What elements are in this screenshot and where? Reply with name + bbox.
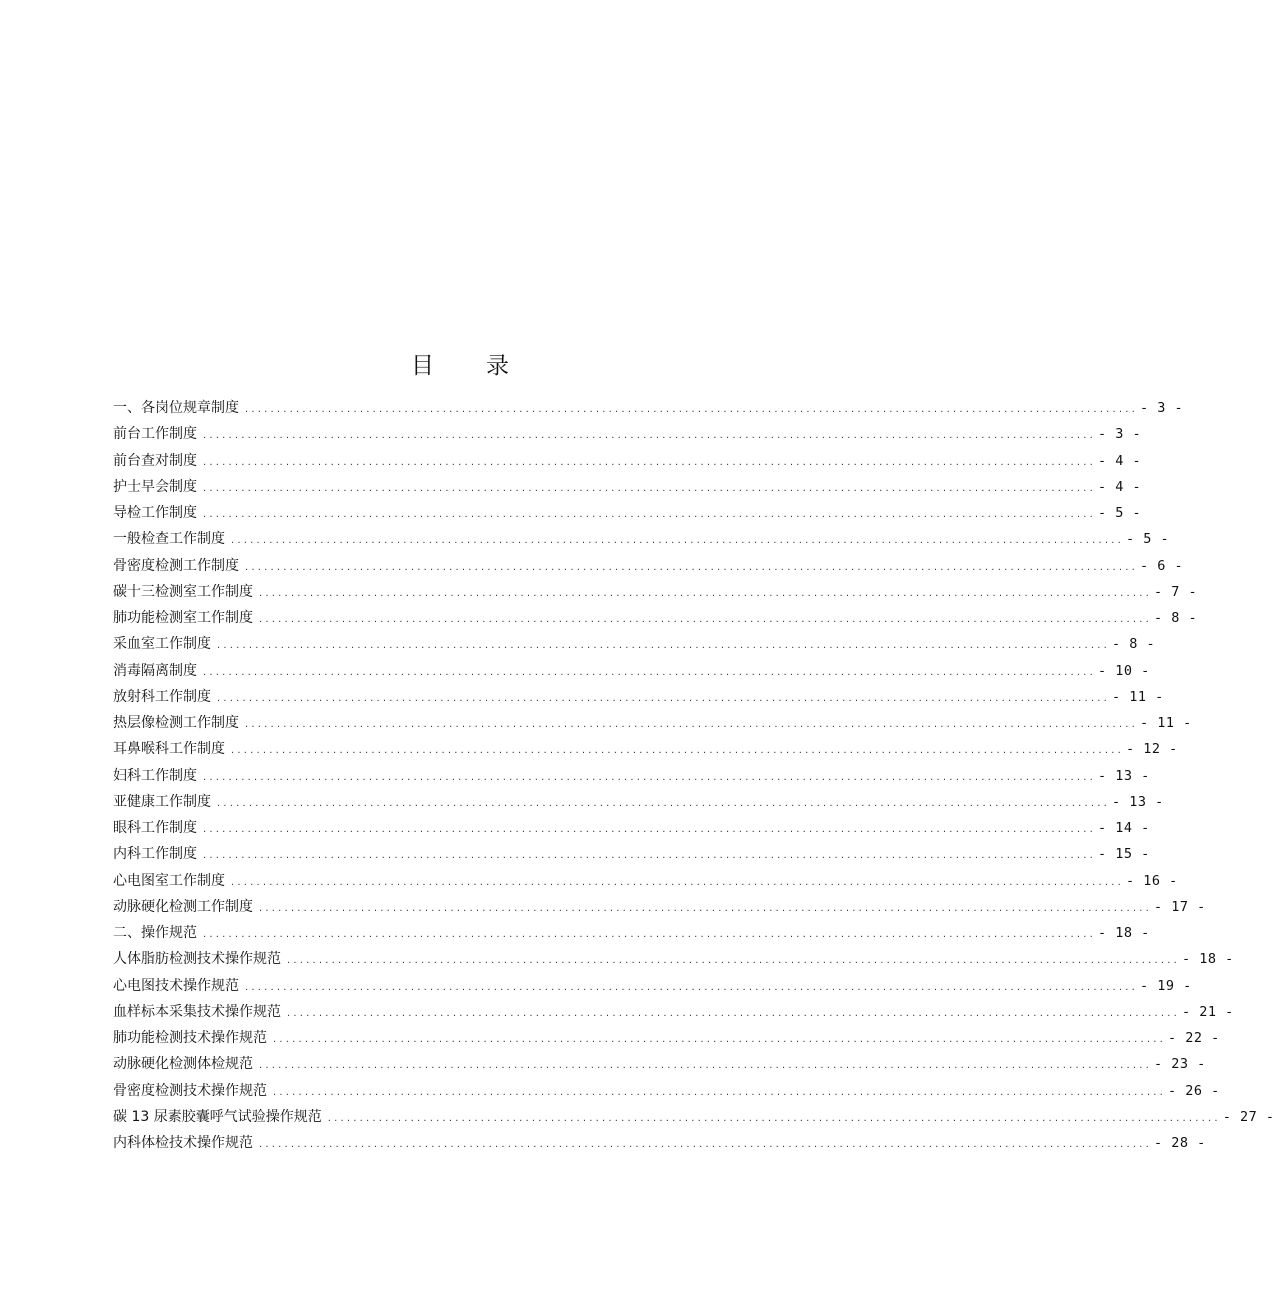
toc-entry-label: 护士早会制度 [113,478,197,495]
toc-entry-leader: ............................................................................................................................................ [287,1007,1181,1019]
toc-entry-leader: ............................................................................................................................................ [273,1086,1167,1098]
toc-entry-leader: ............................................................................................................................................ [259,1060,1153,1072]
toc-entry[interactable] [113,395,1184,421]
toc-entry-leader: ............................................................................................................................................ [259,1139,1153,1150]
toc-entry[interactable] [113,973,1192,999]
toc-entry-label: 妇科工作制度 [113,767,197,784]
toc-entry-leader: ............................................................................................................................................ [203,666,1097,678]
toc-entry-label: 内科体检技术操作规范 [113,1135,253,1151]
toc-entry[interactable] [113,1078,1220,1104]
toc-entry-page: - 15 - [1098,846,1150,863]
toc-entry-page: - 23 - [1154,1056,1206,1073]
toc-entry[interactable] [113,1104,1275,1130]
toc-entry-leader: ............................................................................................................................................ [245,719,1139,730]
toc-entry-page: - 17 - [1154,898,1206,915]
toc-entry-label: 采血室工作制度 [113,636,211,653]
toc-entry-page: - 18 - [1098,925,1150,941]
toc-entry-label: 骨密度检测技术操作规范 [113,1082,267,1099]
toc-entry-leader: ............................................................................................................................................ [259,587,1153,599]
toc-entry-page: - 7 - [1154,583,1198,600]
toc-entry-label: 血样标本采集技术操作规范 [113,1003,281,1020]
toc-entry-label: 耳鼻喉科工作制度 [113,741,225,758]
toc-entry-page: - 16 - [1126,872,1178,889]
toc-entry[interactable] [113,868,1178,894]
toc-entry-page: - 5 - [1098,505,1142,521]
toc-entry-page: - 11 - [1140,715,1192,731]
toc-entry-label: 心电图室工作制度 [113,872,225,889]
toc-entry-leader: ............................................................................................................................................ [245,981,1139,993]
toc-entry-leader: ............................................................................................................................................ [203,509,1097,520]
toc-entry[interactable] [113,448,1142,474]
toc-entry-page: - 3 - [1098,426,1142,443]
toc-entry-label: 碳十三检测室工作制度 [113,583,253,600]
toc-entry[interactable] [113,1130,1206,1156]
toc-entry-label: 一、各岗位规章制度 [113,400,239,416]
toc-entry-page: - 12 - [1126,741,1178,758]
toc-entry[interactable] [113,763,1150,789]
toc-entry-page: - 3 - [1140,400,1184,416]
toc-entry[interactable] [113,474,1142,500]
toc-entry-label: 消毒隔离制度 [113,662,197,679]
toc-entry-page: - 14 - [1098,820,1150,836]
toc-entry-label: 动脉硬化检测工作制度 [113,898,253,915]
toc-entry-leader: ............................................................................................................................................ [203,430,1097,442]
toc-entry-label: 眼科工作制度 [113,820,197,836]
toc-entry-page: - 26 - [1168,1082,1220,1099]
toc-entry[interactable] [113,841,1150,867]
toc-entry[interactable] [113,710,1192,736]
toc-entry-page: - 19 - [1140,977,1192,994]
toc-entry-leader: ............................................................................................................................................ [203,824,1097,835]
toc-entry-leader: ............................................................................................................................................ [273,1034,1167,1045]
toc-entry-leader: ............................................................................................................................................ [203,482,1097,494]
toc-entry-label: 前台查对制度 [113,452,197,469]
toc-entry-leader: ............................................................................................................................................ [245,404,1139,415]
toc-entry[interactable] [113,920,1150,946]
toc-entry-leader: ............................................................................................................................................ [327,1112,1221,1124]
toc-entry-page: - 8 - [1112,636,1156,653]
toc-entry-page: - 13 - [1112,793,1164,810]
toc-entry-leader: ............................................................................................................................................ [259,614,1153,625]
toc-entry[interactable] [113,999,1234,1025]
toc-entry[interactable] [113,789,1164,815]
toc-entry[interactable] [113,579,1198,605]
toc-entry[interactable] [113,553,1184,579]
toc-title [0,346,920,386]
toc-entry[interactable] [113,946,1234,972]
toc-entry-label: 放射科工作制度 [113,688,211,705]
toc-entry-label: 碳 13 尿素胶囊呼气试验操作规范 [113,1108,322,1125]
toc-entry-page: - 10 - [1098,662,1150,679]
toc-entry-leader: ............................................................................................................................................ [203,456,1097,468]
toc-entry-page: - 21 - [1182,1003,1234,1020]
toc-title-char-2: 录 [486,353,509,379]
toc-entry[interactable] [113,1051,1206,1077]
toc-entry-label: 动脉硬化检测体检规范 [113,1056,253,1073]
toc-entry[interactable] [113,894,1206,920]
toc-entry[interactable] [113,815,1150,841]
toc-entry-page: - 4 - [1098,452,1142,469]
toc-entry-leader: ............................................................................................................................................ [231,876,1125,888]
toc-entry-leader: ............................................................................................................................................ [217,640,1111,652]
toc-entry[interactable] [113,526,1170,552]
toc-entry[interactable] [113,1025,1220,1051]
toc-entry-page: - 27 - [1222,1108,1275,1125]
toc-entry-label: 导检工作制度 [113,505,197,521]
toc-entry-page: - 5 - [1126,531,1170,548]
toc-entry-label: 骨密度检测工作制度 [113,557,239,574]
toc-entry-leader: ............................................................................................................................................ [217,797,1111,809]
toc-entry-page: - 6 - [1140,557,1184,574]
toc-entry-label: 肺功能检测技术操作规范 [113,1030,267,1046]
toc-list [113,395,1275,1156]
toc-entry-label: 内科工作制度 [113,846,197,863]
toc-entry-leader: ............................................................................................................................................ [231,745,1125,757]
toc-entry[interactable] [113,684,1164,710]
toc-entry-label: 热层像检测工作制度 [113,715,239,731]
toc-entry[interactable] [113,631,1156,657]
toc-entry-label: 亚健康工作制度 [113,793,211,810]
toc-entry-label: 肺功能检测室工作制度 [113,610,253,626]
toc-entry[interactable] [113,658,1150,684]
toc-entry-page: - 4 - [1098,478,1142,495]
toc-entry-page: - 11 - [1112,688,1164,705]
toc-entry-label: 心电图技术操作规范 [113,977,239,994]
toc-entry-label: 人体脂肪检测技术操作规范 [113,951,281,968]
toc-entry-leader: ............................................................................................................................................ [203,850,1097,862]
toc-entry-label: 一般检查工作制度 [113,531,225,548]
toc-entry-page: - 22 - [1168,1030,1220,1046]
toc-entry-page: - 8 - [1154,610,1198,626]
toc-entry-leader: ............................................................................................................................................ [231,535,1125,547]
toc-entry[interactable] [113,605,1198,631]
toc-entry-page: - 28 - [1154,1135,1206,1151]
toc-entry-leader: ............................................................................................................................................ [217,692,1111,704]
toc-entry-page: - 13 - [1098,767,1150,784]
toc-entry-page: - 18 - [1182,951,1234,968]
toc-entry-leader: ............................................................................................................................................ [259,902,1153,914]
toc-entry-leader: ............................................................................................................................................ [245,561,1139,573]
toc-entry-label: 前台工作制度 [113,426,197,443]
toc-entry[interactable] [113,736,1178,762]
toc-entry[interactable] [113,421,1142,447]
toc-entry-leader: ............................................................................................................................................ [287,955,1181,967]
toc-entry-leader: ............................................................................................................................................ [203,771,1097,783]
toc-entry-leader: ............................................................................................................................................ [203,929,1097,940]
toc-entry-label: 二、操作规范 [113,925,197,941]
toc-entry[interactable] [113,500,1142,526]
toc-title-char-1: 目 [411,353,434,379]
